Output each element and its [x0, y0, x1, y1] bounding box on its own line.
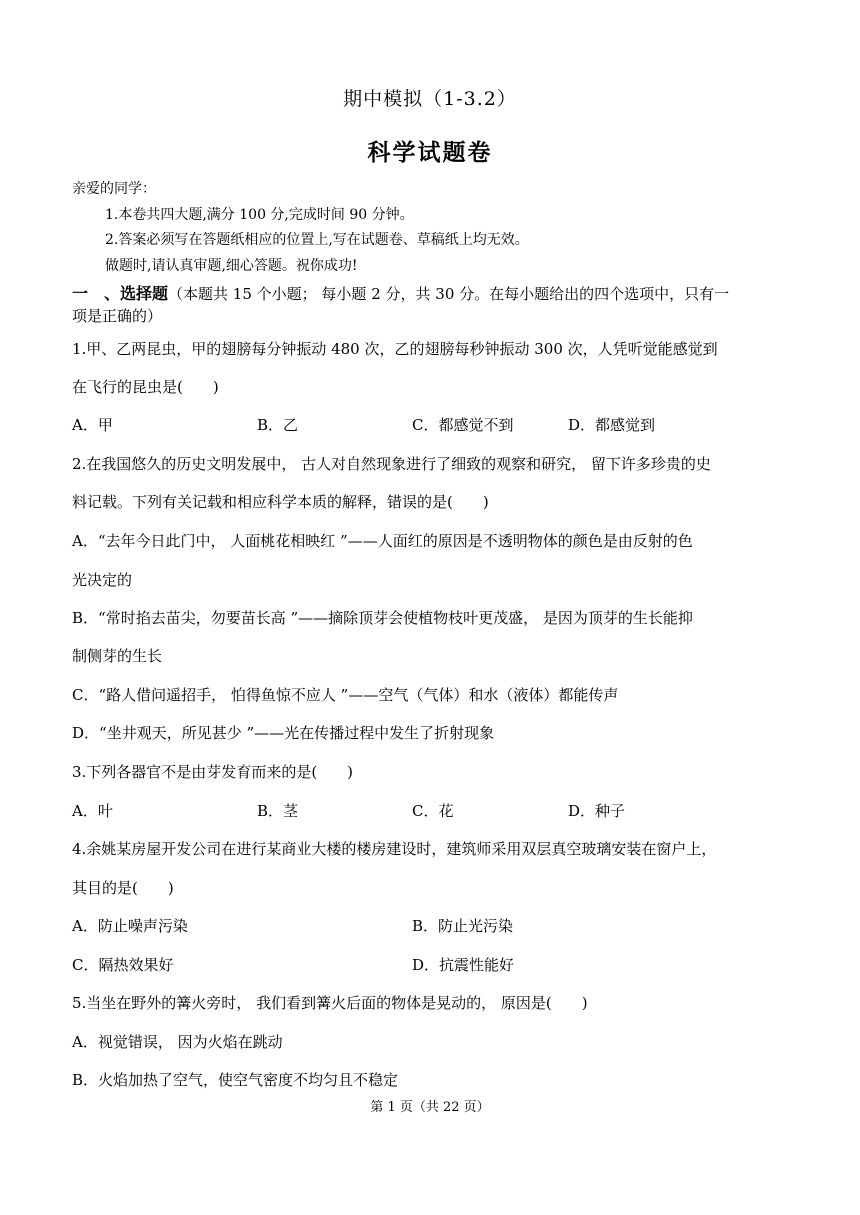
- section-1-header: [72, 281, 729, 304]
- q2-option-b-cont: 制侧芽的生长: [72, 647, 163, 665]
- q2-option-c: C．“路人借问遥招手， 怕得鱼惊不应人 ”——空气（气体）和水（液体）都能传声: [72, 686, 619, 704]
- exam-title: 科学试题卷: [367, 140, 493, 166]
- q1-option-c: C．都感觉不到: [412, 416, 514, 434]
- intro-rule-2: 2.答案必须写在答题纸相应的位置上,写在试题卷、草稿纸上均无效。: [105, 232, 529, 248]
- q4-option-c: C．隔热效果好: [72, 956, 174, 974]
- intro-rule-1: 1.本卷共四大题,满分 100 分,完成时间 90 分钟。: [105, 207, 414, 223]
- section-1-desc: （本题共 15 个小题； 每小题 2 分，共 30 分。在每小题给出的四个选项中，只有一: [168, 285, 730, 303]
- q3-option-a: A．叶: [72, 802, 113, 820]
- page-footer: 第 1 页（共 22 页）: [370, 1100, 490, 1115]
- q2-option-b: B．“常时掐去苗尖，勿要苗长高 ”——摘除顶芽会使植物枝叶更茂盛， 是因为顶芽的生长能抑: [72, 609, 693, 627]
- section-1-name: 选择题: [120, 284, 169, 303]
- q3-option-d: D．种子: [568, 802, 626, 820]
- q4-option-d: D．抗震性能好: [412, 956, 515, 974]
- q4-stem: 4.余姚某房屋开发公司在进行某商业大楼的楼房建设时，建筑师采用双层真空玻璃安装在窗户上，: [72, 840, 717, 858]
- q3-option-b: B．茎: [257, 802, 299, 820]
- q1-option-a: A．甲: [72, 416, 113, 434]
- q3-stem: 3.下列各器官不是由芽发育而来的是( ): [72, 763, 354, 781]
- q1-stem-cont: 在飞行的昆虫是( ): [72, 378, 219, 396]
- exam-subtitle: 期中模拟（1-3.2）: [343, 88, 517, 110]
- q2-stem-cont: 料记载。下列有关记载和相应科学本质的解释，错误的是( ): [72, 493, 489, 511]
- q5-option-a: A．视觉错误， 因为火焰在跳动: [72, 1033, 283, 1051]
- q4-option-b: B．防止光污染: [412, 917, 514, 935]
- q5-stem: 5.当坐在野外的篝火旁时， 我们看到篝火后面的物体是晃动的， 原因是( ): [72, 994, 588, 1012]
- q4-stem-cont: 其目的是( ): [72, 879, 174, 897]
- q1-option-d: D．都感觉到: [568, 416, 656, 434]
- q2-stem: 2.在我国悠久的历史文明发展中， 古人对自然现象进行了细致的观察和研究， 留下许多珍贵的史: [72, 455, 711, 473]
- intro-greeting: 亲爱的同学：: [72, 181, 156, 197]
- intro-wish: 做题时,请认真审题,细心答题。祝你成功!: [105, 258, 358, 274]
- q5-option-b: B．火焰加热了空气，使空气密度不均匀且不稳定: [72, 1071, 399, 1089]
- q1-option-b: B．乙: [257, 416, 299, 434]
- q4-option-a: A．防止噪声污染: [72, 917, 188, 935]
- section-1-number: 一 、: [72, 284, 121, 303]
- section-1-desc-cont: 项是正确的）: [72, 307, 163, 325]
- q2-option-d: D．“坐井观天，所见甚少 ”——光在传播过程中发生了折射现象: [72, 724, 495, 742]
- q3-option-c: C．花: [412, 802, 454, 820]
- q2-option-a: A．“去年今日此门中， 人面桃花相映红 ”——人面红的原因是不透明物体的颜色是由反射的色: [72, 532, 693, 550]
- q1-stem: 1.甲、乙两昆虫，甲的翅膀每分钟振动 480 次，乙的翅膀每秒钟振动 300 次，人凭听觉能感觉到: [72, 340, 718, 358]
- q2-option-a-cont: 光决定的: [72, 571, 133, 589]
